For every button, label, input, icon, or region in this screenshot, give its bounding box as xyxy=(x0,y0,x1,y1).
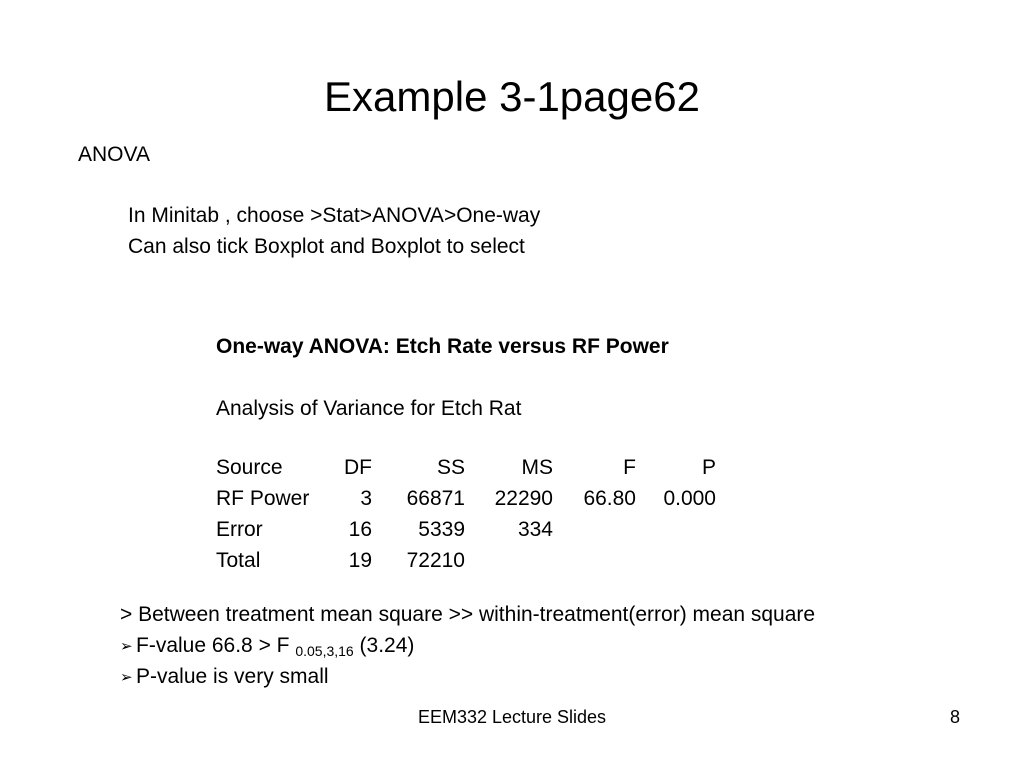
bullet-line-1 xyxy=(120,602,815,633)
f-subscript: 0.05,3,16 xyxy=(295,643,354,659)
header-f: F xyxy=(623,456,636,479)
cell-ss: 72210 xyxy=(406,549,465,572)
cell-ms: 22290 xyxy=(494,487,553,510)
output-subtitle: Analysis of Variance for Etch Rat xyxy=(216,397,522,420)
instruction-line-1: In Minitab , choose >Stat>ANOVA>One-way xyxy=(128,204,541,227)
page-number: 8 xyxy=(950,707,961,727)
cell-p xyxy=(636,518,716,549)
footer-text: EEM332 Lecture Slides xyxy=(417,707,607,727)
header-ss: SS xyxy=(436,456,465,479)
anova-table xyxy=(216,456,716,580)
cell-df: 16 xyxy=(348,518,372,541)
cell-f: 66.80 xyxy=(583,487,636,510)
cell-ms xyxy=(465,549,553,580)
cell-source: Total xyxy=(216,549,261,572)
instruction-line-2: Can also tick Boxplot and Boxplot to select xyxy=(128,235,525,258)
slide-title: Example 3-1page62 xyxy=(324,73,700,120)
table-row xyxy=(216,518,716,549)
bullet-text: P-value is very small xyxy=(136,665,329,688)
conclusion-bullets xyxy=(120,602,815,695)
output-title: One-way ANOVA: Etch Rate versus RF Power xyxy=(216,335,669,358)
cell-f xyxy=(553,549,636,580)
cell-ss: 66871 xyxy=(406,487,465,510)
cell-p: 0.000 xyxy=(663,487,716,510)
bullet-text: (3.24) xyxy=(353,634,415,657)
cell-f xyxy=(553,518,636,549)
cell-ms: 334 xyxy=(517,518,553,541)
bullet-line-2 xyxy=(120,633,815,664)
bullet-text: F-value 66.8 > F xyxy=(136,634,296,657)
cell-source: RF Power xyxy=(216,487,310,510)
table-header-row xyxy=(216,456,716,487)
header-df: DF xyxy=(344,456,372,479)
table-row xyxy=(216,487,716,518)
header-p: P xyxy=(701,456,716,479)
cell-df: 3 xyxy=(360,487,372,510)
arrow-bullet-icon: ➢ xyxy=(120,669,133,686)
bullet-text: > Between treatment mean square >> within-treatment(error) mean square xyxy=(120,603,816,626)
header-ms: MS xyxy=(521,456,553,479)
cell-ss: 5339 xyxy=(418,518,465,541)
arrow-bullet-icon: ➢ xyxy=(120,638,133,655)
header-source: Source xyxy=(216,456,283,479)
cell-df: 19 xyxy=(348,549,372,572)
cell-source: Error xyxy=(216,518,263,541)
cell-p xyxy=(636,549,716,580)
bullet-line-3 xyxy=(120,664,815,695)
table-row xyxy=(216,549,716,580)
section-heading: ANOVA xyxy=(78,143,150,166)
